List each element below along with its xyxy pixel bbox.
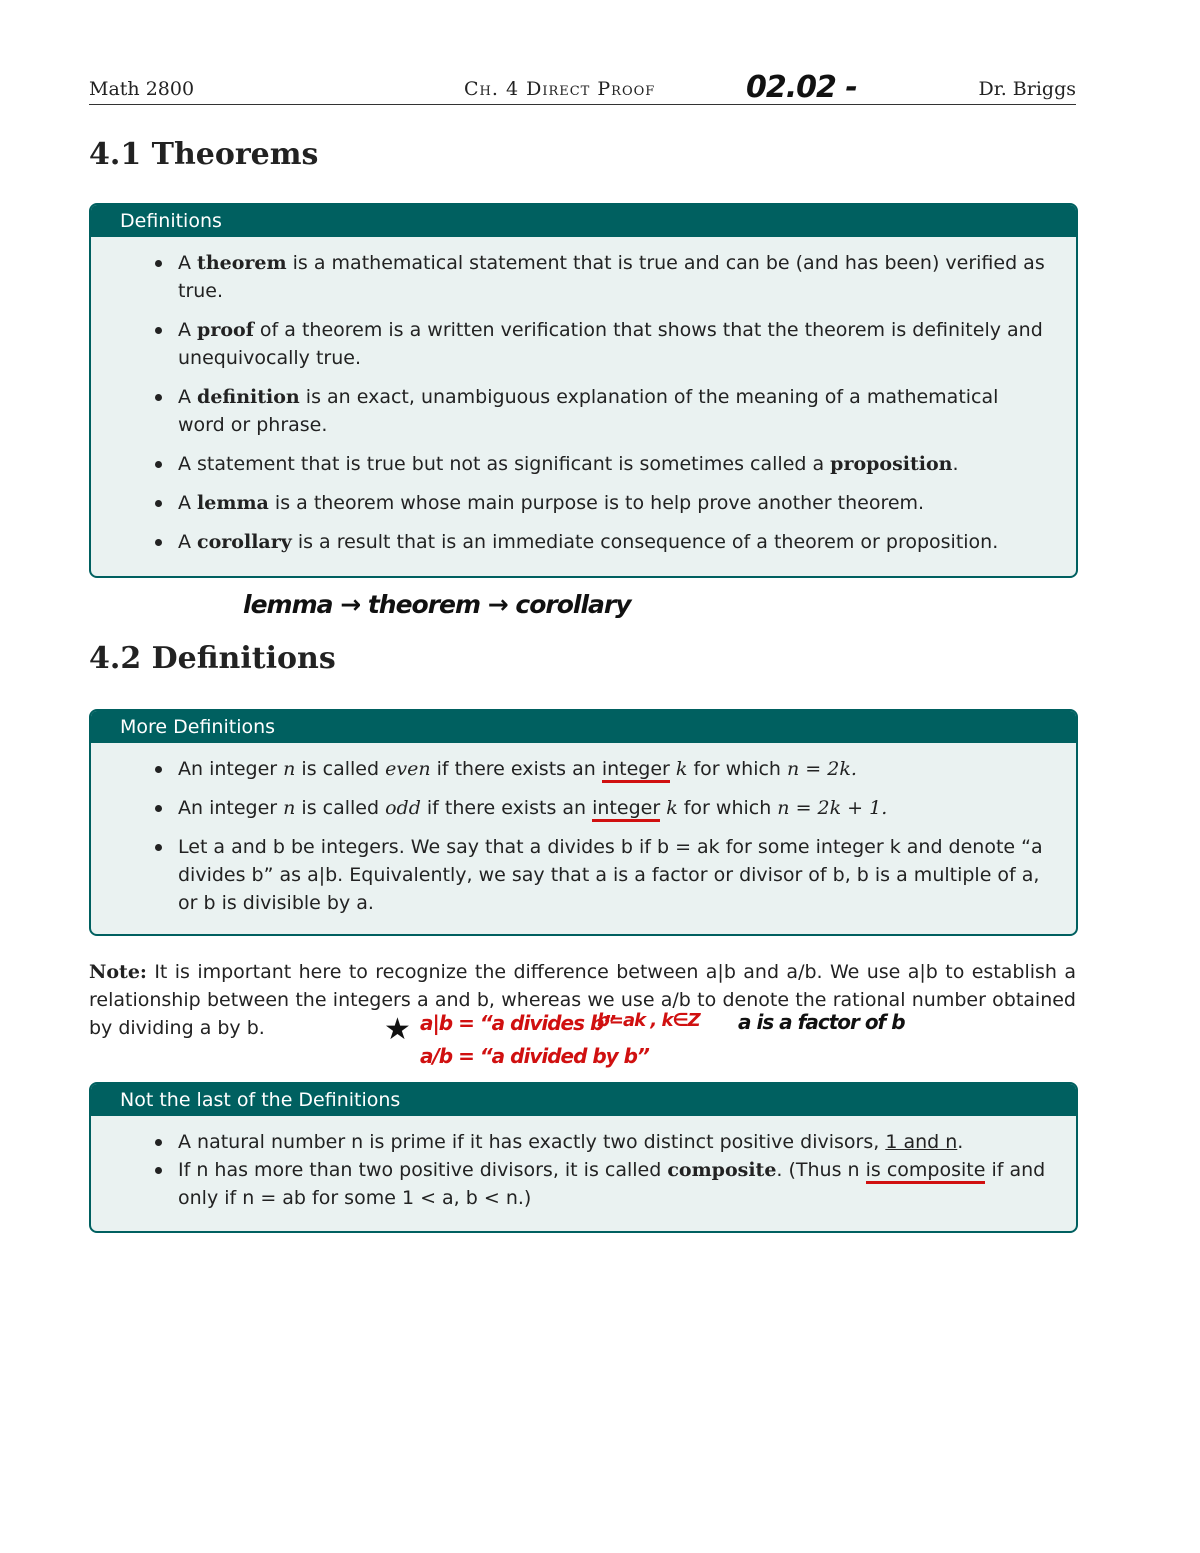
red-underline-integer: integer — [602, 758, 670, 783]
chapter-title: Ch. 4 Direct Proof — [464, 78, 656, 100]
list-item: A theorem is a mathematical statement that is true and can be (and has been) verified as true. — [178, 249, 1048, 305]
not-last-definitions-box-title: Not the last of the Definitions — [91, 1084, 1076, 1116]
instructor-name: Dr. Briggs — [978, 78, 1076, 100]
section-heading-theorems: 4.1 Theorems — [89, 137, 319, 172]
list-item-even: An integer n is called even if there exists an integer k for which n = 2k. — [178, 755, 1048, 783]
underline-1-and-n: 1 and n — [885, 1131, 958, 1153]
not-last-definitions-box — [89, 1082, 1078, 1233]
red-underline-is-composite: is composite — [866, 1159, 986, 1184]
more-definitions-list — [91, 743, 1076, 936]
handwritten-date: 02.02 - — [746, 70, 857, 105]
list-item-divides: Let a and b be integers. We say that a divides b if b = ak for some integer k and denote “a divides b” as a|b. Equivalently, we say that a is a factor or divisor of b, b is a multiple of a, or b is divisible by a. — [178, 833, 1048, 917]
list-item: A corollary is a result that is an immediate consequence of a theorem or proposition. — [178, 528, 1048, 556]
handwritten-factor-note: a is a factor of b — [738, 1010, 905, 1034]
section-heading-definitions: 4.2 Definitions — [89, 641, 336, 676]
list-item-odd: An integer n is called odd if there exists an integer k for which n = 2k + 1. — [178, 794, 1048, 822]
list-item: A definition is an exact, unambiguous explanation of the meaning of a mathematical word or phrase. — [178, 383, 1048, 439]
handwritten-b-equals-ak: b=ak , k∈Z — [597, 1010, 700, 1031]
not-last-definitions-list — [91, 1116, 1076, 1222]
list-item: A lemma is a theorem whose main purpose is to help prove another theorem. — [178, 489, 1048, 517]
course-name: Math 2800 — [89, 78, 195, 100]
more-definitions-box — [89, 709, 1078, 936]
definitions-box-title: Definitions — [91, 205, 1076, 237]
definitions-list — [91, 237, 1076, 577]
handwritten-lemma-note: lemma → theorem → corollary — [243, 590, 631, 619]
handwritten-star: ★ — [384, 1012, 410, 1047]
note-text: It is important here to recognize the difference between a|b and a/b. We use a|b to establish a relationship between the integers a and b, whereas we use a/b to denote the rational number obtained by dividing a by b. — [89, 961, 1076, 1039]
list-item-composite: If n has more than two positive divisors, it is called composite. (Thus n is composite if and only if n = ab for some 1 < a, b < n.) — [178, 1156, 1048, 1212]
handwritten-divides-note: a|b = “a divides b” — [420, 1011, 616, 1035]
list-item-prime: A natural number n is prime if it has exactly two distinct positive divisors, 1 and n. — [178, 1128, 1048, 1156]
note-label: Note: — [89, 961, 147, 983]
definitions-box — [89, 203, 1078, 578]
red-underline-integer: integer — [592, 797, 660, 822]
more-definitions-box-title: More Definitions — [91, 711, 1076, 743]
list-item: A statement that is true but not as significant is sometimes called a proposition. — [178, 450, 1048, 478]
handwritten-divided-by-note: a/b = “a divided by b” — [420, 1044, 649, 1068]
page-header — [89, 70, 1076, 105]
list-item: A proof of a theorem is a written verification that shows that the theorem is definitely and unequivocally true. — [178, 316, 1048, 372]
